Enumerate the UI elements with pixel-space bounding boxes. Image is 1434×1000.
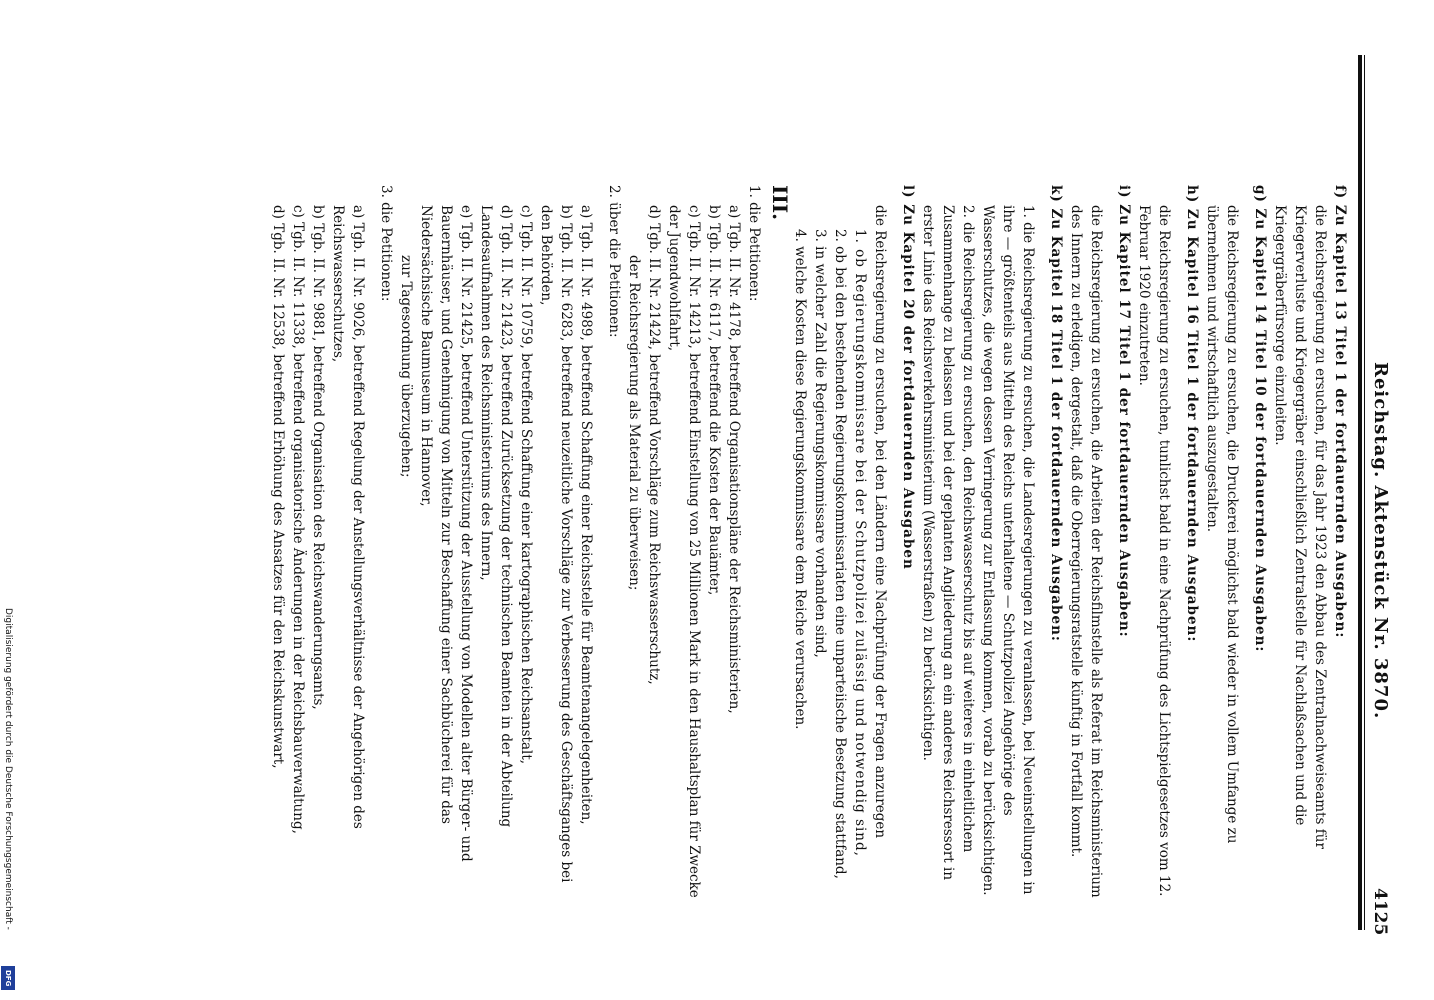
page-number: 4125 [1370,888,1390,936]
item-l-point-3: 3. in welcher Zahl die Regierungskommissare vorhanden sind, [812,229,828,658]
item-f-text: die Reichsregierung zu ersuchen, für das Jahr 1923 den Abbau des Zentralnachweiseamts für Kriegerverluste und Kriegergräber einschließlich Zentralstelle für Nachlaßsachen und die Kriegergräberfürsorge einzuleiten. [1272,205,1328,849]
part3-entry-d: d) Tgb. II. Nr. 12538, betreffend Erhöhung des Ansatzes für den Reichskunstwart, [270,205,286,769]
part3-entry-b: b) Tgb. II. Nr. 9881, betreffend Organisation des Reichswanderungsamts, [310,205,326,710]
part3-entry-c: c) Tgb. II. Nr. 11338, betreffend organisatorische Änderungen in der Reichsbauverwaltung, [290,205,306,834]
item-g-heading: g) Zu Kapitel 14 Titel 10 der fortdauernden Ausgaben: [1252,185,1268,653]
part1-entry-a: a) Tgb. II. Nr. 4178, betreffend Organisationspläne der Reichsministerien, [726,205,742,714]
dfg-logo: DFG [1,966,15,990]
item-l-text: die Reichsregierung zu ersuchen, bei den Ländern eine Nachprüfung der Fragen anzuregen [872,205,888,839]
item-l-point-2: 2. ob bei den bestehenden Regierungskommissariaten eine unparteiische Besetzung stattfand, [832,229,848,879]
item-g-text: die Reichsregierung zu ersuchen, die Druckerei möglichst bald wieder in vollem Umfange zu übernehmen und wirtschaftlich auszugestalten. [1204,205,1240,844]
item-l-point-4: 4. welche Kosten diese Regierungskommissare dem Reiche verursachen. [792,229,808,730]
part3-entry-a: a) Tgb. II. Nr. 9026, betreffend Regelung der Anstellungsverhältnisse der Angehörigen des Reichswasserschutzes, [330,205,366,829]
section-III-part2-heading: 2. über die Petitionen: [606,185,622,338]
section-III-numeral: III. [768,185,792,221]
item-k-point-1: 1. die Reichsregierung zu ersuchen, die Landesregierungen zu veranlassen, bei Neueinstellungen in ihre — größtenteils aus Mitteln des Reichs unterhaltene — Schutzpolizei Angehörige des Wasserschutzes, die wegen dessen Verringerung zur Entlassung kommen, vorab zu berücksichtigen. [980,205,1036,896]
item-i-heading: i) Zu Kapitel 17 Titel 1 der fortdauernden Ausgaben: [1116,185,1132,638]
item-f-heading: f) Zu Kapitel 13 Titel 1 der fortdauernden Ausgaben: [1332,185,1348,639]
part2-entry-b: b) Tgb. II. Nr. 6283, betreffend neuzeitliche Vorschläge zur Verbesserung des Geschäftsganges bei den Behörden, [538,205,574,883]
item-l-heading: l) Zu Kapitel 20 der fortdauernden Ausgaben [900,185,916,570]
section-III-part3-heading: 3. die Petitionen: [378,185,394,302]
digitization-credit: Digitalisierung gefördert durch die Deutsche Forschungsgemeinschaft - [3,608,13,930]
part2-entry-e: e) Tgb. II. Nr. 21425, betreffend Unterstützung der Ausstellung von Modellen alter Bürger- und Bauernhäuser, und Genehmigung von Mitteln zur Beschaffung einer Sachbücherei für das Niedersächsische Baumuseum in Hannover, [418,205,474,862]
section-III-part1-heading: 1. die Petitionen: [746,185,762,302]
header-rule-thick [1358,55,1362,930]
item-k-point-2: 2. die Reichsregierung zu ersuchen, den Reichswasserschutz bis auf weiteres in einheitlichem Zusammenhange zu belassen und bei der geplanten Angliederung an ein anderes Reichsressort in erster Linie das Reichsverkehrsministerium (Wasserstraßen) zu berücksichtigen. [920,205,976,881]
part2-entry-a: a) Tgb. II. Nr. 4989, betreffend Schaffung einer Reichsstelle für Beamtenangelegenheiten, [578,205,594,825]
item-i-text: die Reichsregierung zu ersuchen, die Arbeiten der Reichsfilmstelle als Referat im Reichsministerium des Innern zu erledigen, dergestalt, daß die Oberregierungsratstelle künftig in Fortfall kommt. [1068,205,1104,898]
running-title: Reichstag. Aktenstück Nr. 3870. [1370,362,1391,720]
item-h-heading: h) Zu Kapitel 16 Titel 1 der fortdauernden Ausgaben: [1184,185,1200,643]
item-h-text: die Reichsregierung zu ersuchen, tunlichst bald in eine Nachprüfung des Lichtspielgesetzes vom 12. Februar 1920 einzutreten. [1136,205,1172,897]
page-body [110,185,1350,905]
part1-closing: der Reichsregierung als Material zu überweisen; [626,255,642,591]
part1-entry-c: c) Tgb. II. Nr. 14213, betreffend Einstellung von 25 Millionen Mark in den Haushaltsplan für Zwecke der Jugendwohlfahrt, [666,205,702,898]
part2-entry-c: c) Tgb. II. Nr. 10759, betreffend Schaffung einer kartographischen Reichsanstalt, [518,205,534,765]
part1-entry-d: d) Tgb. II. Nr. 21424, betreffend Vorschläge zum Reichswasserschutz, [646,205,662,685]
item-l-point-1: 1. ob Regierungskommissare bei der Schutzpolizei zulässig und notwendig sind, [852,229,868,857]
part2-entry-d: d) Tgb. II. Nr. 21423, betreffend Zurücksetzung der technischen Beamten in der Abteilung Landesaufnahmen des Reichsministeriums des Innern, [478,205,514,828]
item-k-heading: k) Zu Kapitel 18 Titel 1 der fortdauernden Ausgaben: [1048,185,1064,642]
part1-entry-b: b) Tgb. II. Nr. 6117, betreffend die Kosten der Bauämter, [706,205,722,596]
part2-closing: zur Tagesordnung überzugehen; [398,255,414,478]
header-rule-thin [1364,55,1365,930]
